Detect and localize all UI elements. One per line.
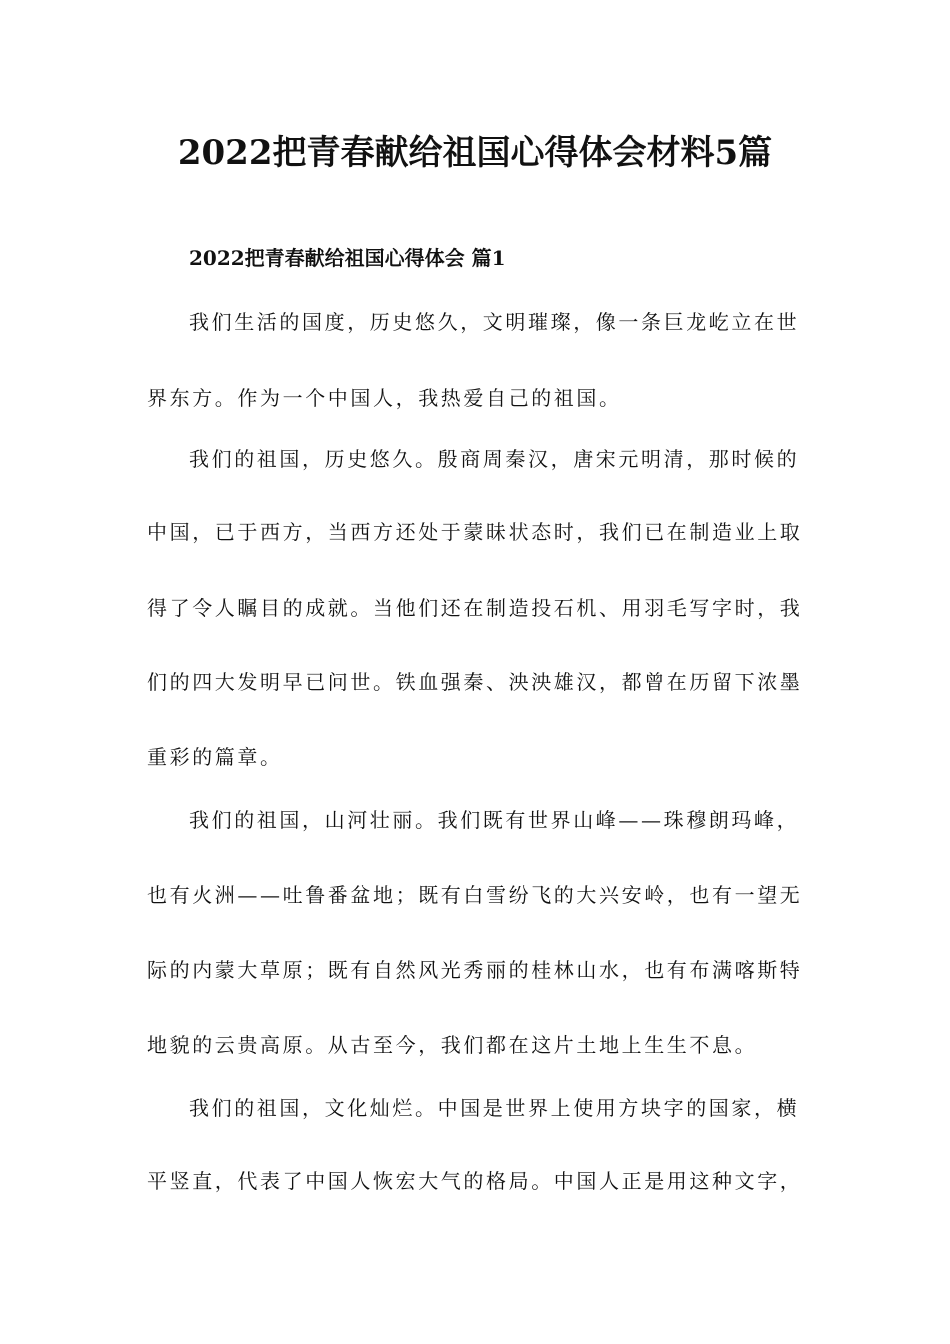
paragraph-2-line-2: 中国，已于西方，当西方还处于蒙昧状态时，我们已在制造业上取	[147, 520, 803, 544]
paragraph-4-line-2: 平竖直，代表了中国人恢宏大气的格局。中国人正是用这种文字，	[147, 1169, 803, 1193]
paragraph-2-line-4: 们的四大发明早已问世。铁血强秦、泱泱雄汉，都曾在历留下浓墨	[147, 670, 803, 694]
paragraph-1-line-2: 界东方。作为一个中国人，我热爱自己的祖国。	[147, 386, 622, 410]
paragraph-1-line-1: 我们生活的国度，历史悠久，文明璀璨，像一条巨龙屹立在世	[189, 310, 800, 334]
paragraph-3-line-2: 也有火洲——吐鲁番盆地；既有白雪纷飞的大兴安岭，也有一望无	[147, 883, 803, 907]
paragraph-3-line-4: 地貌的云贵高原。从古至今，我们都在这片土地上生生不息。	[147, 1033, 758, 1057]
document-title: 2022把青春献给祖国心得体会材料5篇	[177, 133, 773, 173]
paragraph-2-line-5: 重彩的篇章。	[147, 745, 283, 769]
section-heading: 2022把青春献给祖国心得体会 篇1	[189, 246, 506, 270]
paragraph-3-line-3: 际的内蒙大草原；既有自然风光秀丽的桂林山水，也有布满喀斯特	[147, 958, 803, 982]
paragraph-2-line-3: 得了令人瞩目的成就。当他们还在制造投石机、用羽毛写字时，我	[147, 596, 803, 620]
paragraph-2-line-1: 我们的祖国，历史悠久。殷商周秦汉，唐宋元明清，那时候的	[189, 447, 800, 471]
paragraph-4-line-1: 我们的祖国，文化灿烂。中国是世界上使用方块字的国家，横	[189, 1096, 800, 1120]
paragraph-3-line-1: 我们的祖国，山河壮丽。我们既有世界山峰——珠穆朗玛峰，	[189, 808, 800, 832]
